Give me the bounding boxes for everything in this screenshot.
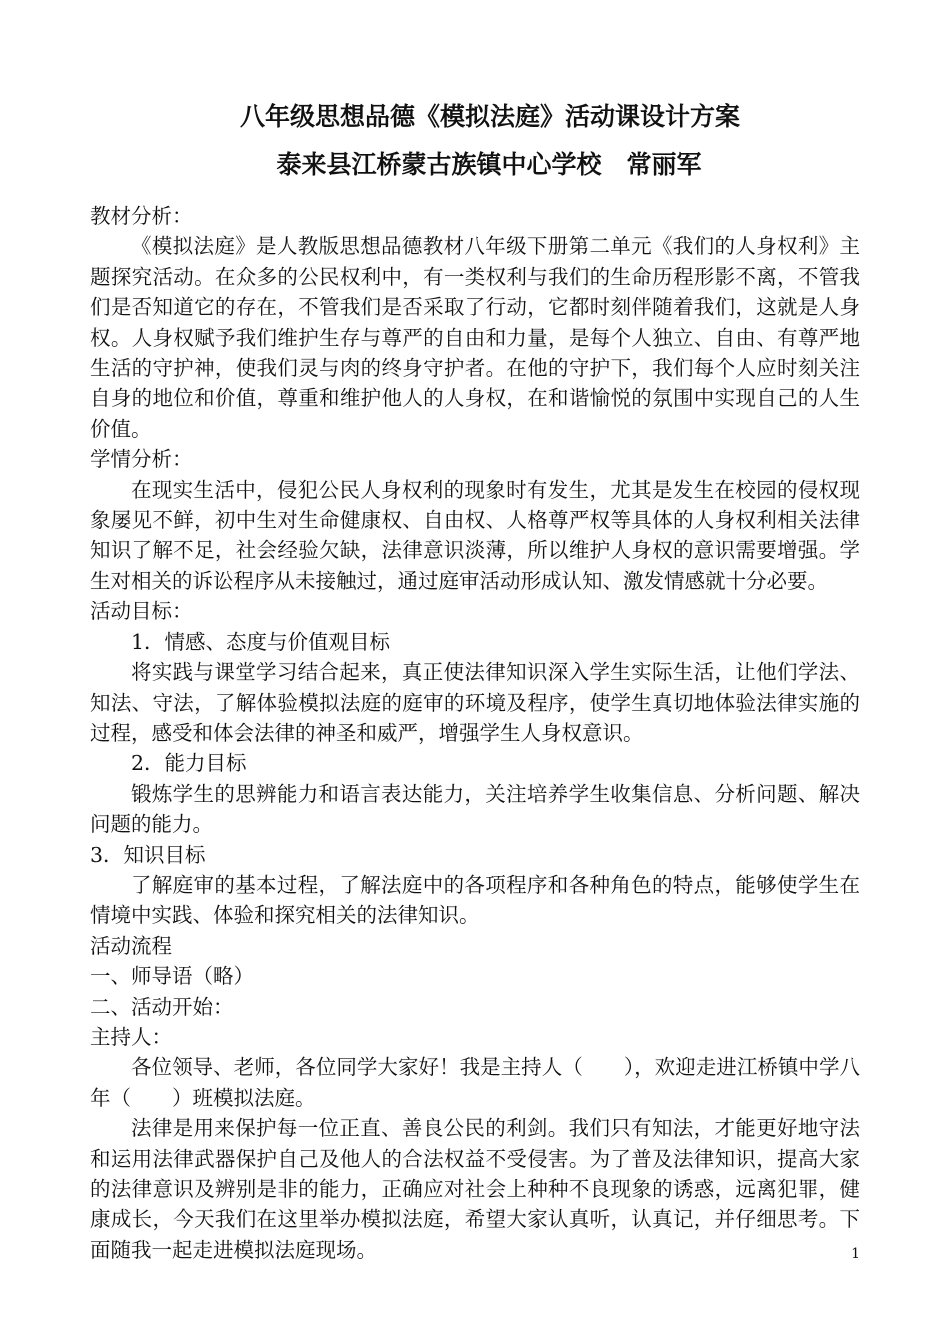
section-heading-activity-flow: 活动流程: [90, 933, 172, 958]
paragraph-textbook-analysis: 《模拟法庭》是人教版思想品德教材八年级下册第二单元《我们的人身权利》主题探究活动。在众多的公民权利中，有一类权利与我们的生命历程形影不离，不管我们是否知道它的存在，不管我们是否采取了行动，它都时刻伴随着我们，这就是人身权。人身权赋予我们维护生存与尊严的自由和力量，是每个人独立、自由、有尊严地生活的守护神，使我们灵与肉的终身守护者。在他的守护下，我们每个人应时刻关注自身的地位和价值，尊重和维护他人的人身权，在和谐愉悦的氛围中实现自己的人生价值。: [90, 234, 860, 441]
flow-step-activity-start: 二、活动开始：: [90, 994, 234, 1019]
paragraph-host-greeting: 各位领导、老师，各位同学大家好！我是主持人（ ），欢迎走进江桥镇中学八年（ ）班模拟法庭。: [90, 1055, 860, 1110]
flow-step-teacher-intro: 一、师导语（略）: [90, 964, 254, 989]
goal-heading-ability: 2．能力目标: [131, 751, 247, 776]
paragraph-goal-emotion: 将实践与课堂学习结合起来，真正使法律知识深入学生实际生活，让他们学法、知法、守法，了解体验模拟法庭的庭审的环境及程序，使学生真切地体验法律实施的过程，感受和体会法律的神圣和威严，增强学生人身权意识。: [90, 660, 860, 745]
paragraph-student-analysis: 在现实生活中，侵犯公民人身权利的现象时有发生，尤其是发生在校园的侵权现象屡见不鲜，初中生对生命健康权、自由权、人格尊严权等具体的人身权利相关法律知识了解不足，社会经验欠缺，法律意识淡薄，所以维护人身权的意识需要增强。学生对相关的诉讼程序从未接触过，通过庭审活动形成认知、激发情感就十分必要。: [90, 477, 860, 593]
section-heading-textbook-analysis: 教材分析：: [90, 204, 193, 228]
paragraph-goal-knowledge: 了解庭审的基本过程，了解法庭中的各项程序和各种角色的特点，能够使学生在情境中实践、体验和探究相关的法律知识。: [90, 872, 860, 928]
speaker-label-host: 主持人：: [90, 1024, 172, 1049]
document-body: [90, 201, 860, 1265]
section-heading-activity-goals: 活动目标：: [90, 599, 193, 624]
section-heading-student-analysis: 学情分析：: [90, 447, 193, 472]
goal-heading-emotion: 1．情感、态度与价值观目标: [131, 629, 391, 654]
document-title: 八年级思想品德《模拟法庭》活动课设计方案: [239, 102, 740, 131]
paragraph-host-speech: 法律是用来保护每一位正直、善良公民的利剑。我们只有知法，才能更好地守法和运用法律武器保护自己及他人的合法权益不受侵害。为了普及法律知识，提高大家的法律意识及辨别是非的能力，正确应对社会上种种不良现象的诱惑，远离犯罪，健康成长，今天我们在这里举办模拟法庭，希望大家认真听，认真记，并仔细思考。下面随我一起走进模拟法庭现场。: [90, 1116, 860, 1262]
goal-heading-knowledge: 3．知识目标: [90, 842, 206, 867]
page-number: 1: [851, 1246, 860, 1262]
document-subtitle: 泰来县江桥蒙古族镇中心学校 常丽军: [276, 150, 702, 179]
paragraph-goal-ability: 锻炼学生的思辨能力和语言表达能力，关注培养学生收集信息、分析问题、解决问题的能力。: [90, 781, 860, 837]
